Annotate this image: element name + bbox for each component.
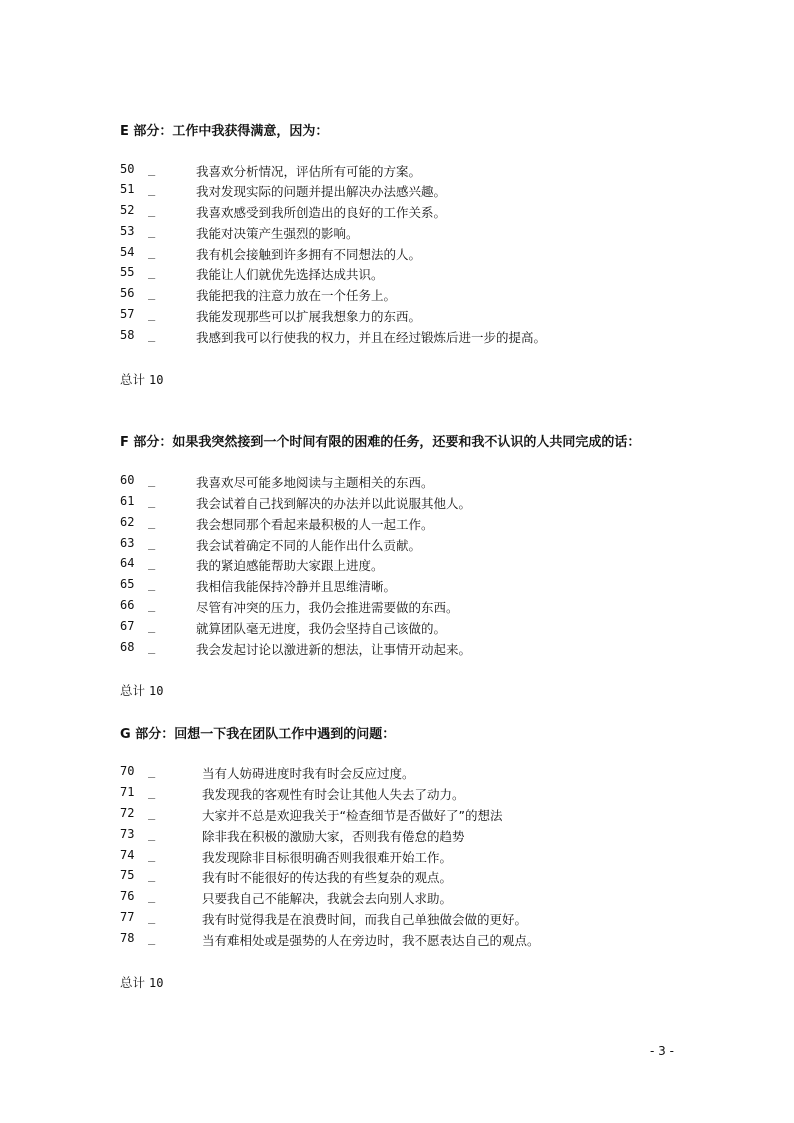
item-text: 当有难相处或是强势的人在旁边时，我不愿表达自己的观点。 — [202, 933, 540, 948]
total-value: 10 — [149, 976, 164, 990]
item-text: 尽管有冲突的压力，我仍会推进需要做的东西。 — [196, 600, 459, 615]
item-number: 74 — [120, 848, 135, 862]
item-number: 55 — [120, 265, 135, 279]
section-g-total — [120, 973, 163, 991]
answer-blank[interactable]: _ — [148, 245, 156, 259]
item-number: 58 — [120, 328, 135, 342]
total-label: 总计 — [120, 683, 146, 698]
section-f-title: F 部分：如果我突然接到一个时间有限的困难的任务，还要和我不认识的人共同完成的话： — [120, 435, 641, 450]
item-text: 我发现除非目标很明确否则我很难开始工作。 — [202, 850, 453, 865]
item-text: 我感到我可以行使我的权力，并且在经过锻炼后进一步的提高。 — [196, 330, 547, 345]
answer-blank[interactable]: _ — [148, 910, 156, 924]
answer-blank[interactable]: _ — [148, 827, 156, 841]
answer-blank[interactable]: _ — [148, 224, 156, 238]
item-text: 我喜欢分析情况，评估所有可能的方案。 — [196, 164, 422, 179]
item-number: 71 — [120, 785, 135, 799]
item-number: 70 — [120, 764, 135, 778]
answer-blank[interactable]: _ — [148, 577, 156, 591]
item-text: 我的紧迫感能帮助大家跟上进度。 — [196, 558, 384, 573]
item-text: 除非我在积极的激励大家，否则我有倦怠的趋势 — [202, 829, 465, 844]
item-text: 大家并不总是欢迎我关于“检查细节是否做好了”的想法 — [202, 808, 503, 823]
item-text: 我会发起讨论以激进新的想法，让事情开动起来。 — [196, 642, 472, 657]
answer-blank[interactable]: _ — [148, 515, 156, 529]
item-number: 72 — [120, 806, 135, 820]
item-number: 66 — [120, 598, 135, 612]
page-number: - 3 - — [650, 1044, 674, 1058]
item-number: 57 — [120, 307, 135, 321]
item-number: 76 — [120, 889, 135, 903]
answer-blank[interactable]: _ — [148, 889, 156, 903]
item-number: 62 — [120, 515, 135, 529]
answer-blank[interactable]: _ — [148, 265, 156, 279]
answer-blank[interactable]: _ — [148, 848, 156, 862]
item-text: 我对发现实际的问题并提出解决办法感兴趣。 — [196, 184, 447, 199]
item-number: 68 — [120, 640, 135, 654]
item-text: 只要我自己不能解决，我就会去向别人求助。 — [202, 891, 453, 906]
answer-blank[interactable]: _ — [148, 494, 156, 508]
section-e-total — [120, 370, 163, 388]
item-number: 67 — [120, 619, 135, 633]
item-number: 54 — [120, 245, 135, 259]
item-text: 我会试着自己找到解决的办法并以此说服其他人。 — [196, 496, 472, 511]
answer-blank[interactable]: _ — [148, 640, 156, 654]
answer-blank[interactable]: _ — [148, 328, 156, 342]
answer-blank[interactable]: _ — [148, 619, 156, 633]
item-number: 65 — [120, 577, 135, 591]
answer-blank[interactable]: _ — [148, 598, 156, 612]
item-text: 我相信我能保持冷静并且思维清晰。 — [196, 579, 397, 594]
answer-blank[interactable]: _ — [148, 182, 156, 196]
item-number: 78 — [120, 931, 135, 945]
item-text: 我有时觉得我是在浪费时间，而我自己单独做会做的更好。 — [202, 912, 528, 927]
section-g-title: G 部分：回想一下我在团队工作中遇到的问题： — [120, 727, 396, 742]
item-text: 我会想同那个看起来最积极的人一起工作。 — [196, 517, 434, 532]
item-number: 51 — [120, 182, 135, 196]
item-number: 63 — [120, 536, 135, 550]
item-text: 我能让人们就优先选择达成共识。 — [196, 267, 384, 282]
total-value: 10 — [149, 373, 164, 387]
answer-blank[interactable]: _ — [148, 307, 156, 321]
section-f-total — [120, 681, 163, 699]
answer-blank[interactable]: _ — [148, 868, 156, 882]
total-value: 10 — [149, 684, 164, 698]
answer-blank[interactable]: _ — [148, 931, 156, 945]
item-number: 61 — [120, 494, 135, 508]
answer-blank[interactable]: _ — [148, 286, 156, 300]
item-text: 我能把我的注意力放在一个任务上。 — [196, 288, 397, 303]
answer-blank[interactable]: _ — [148, 473, 156, 487]
item-text: 就算团队毫无进度，我仍会坚持自己该做的。 — [196, 621, 447, 636]
item-text: 我能发现那些可以扩展我想象力的东西。 — [196, 309, 422, 324]
item-text: 我发现我的客观性有时会让其他人失去了动力。 — [202, 787, 465, 802]
item-text: 我能对决策产生强烈的影响。 — [196, 226, 359, 241]
item-text: 当有人妨碍进度时我有时会反应过度。 — [202, 766, 415, 781]
item-text: 我喜欢尽可能多地阅读与主题相关的东西。 — [196, 475, 434, 490]
answer-blank[interactable]: _ — [148, 536, 156, 550]
total-label: 总计 — [120, 975, 146, 990]
item-number: 50 — [120, 162, 135, 176]
item-text: 我喜欢感受到我所创造出的良好的工作关系。 — [196, 205, 447, 220]
item-number: 53 — [120, 224, 135, 238]
section-e-title: E 部分：工作中我获得满意，因为： — [120, 124, 329, 139]
total-label: 总计 — [120, 372, 146, 387]
item-number: 64 — [120, 556, 135, 570]
item-number: 77 — [120, 910, 135, 924]
answer-blank[interactable]: _ — [148, 162, 156, 176]
item-number: 75 — [120, 868, 135, 882]
item-text: 我有机会接触到许多拥有不同想法的人。 — [196, 247, 422, 262]
answer-blank[interactable]: _ — [148, 806, 156, 820]
answer-blank[interactable]: _ — [148, 764, 156, 778]
item-text: 我会试着确定不同的人能作出什么贡献。 — [196, 538, 422, 553]
item-number: 73 — [120, 827, 135, 841]
item-number: 60 — [120, 473, 135, 487]
item-number: 56 — [120, 286, 135, 300]
answer-blank[interactable]: _ — [148, 785, 156, 799]
answer-blank[interactable]: _ — [148, 203, 156, 217]
item-number: 52 — [120, 203, 135, 217]
item-text: 我有时不能很好的传达我的有些复杂的观点。 — [202, 870, 453, 885]
answer-blank[interactable]: _ — [148, 556, 156, 570]
